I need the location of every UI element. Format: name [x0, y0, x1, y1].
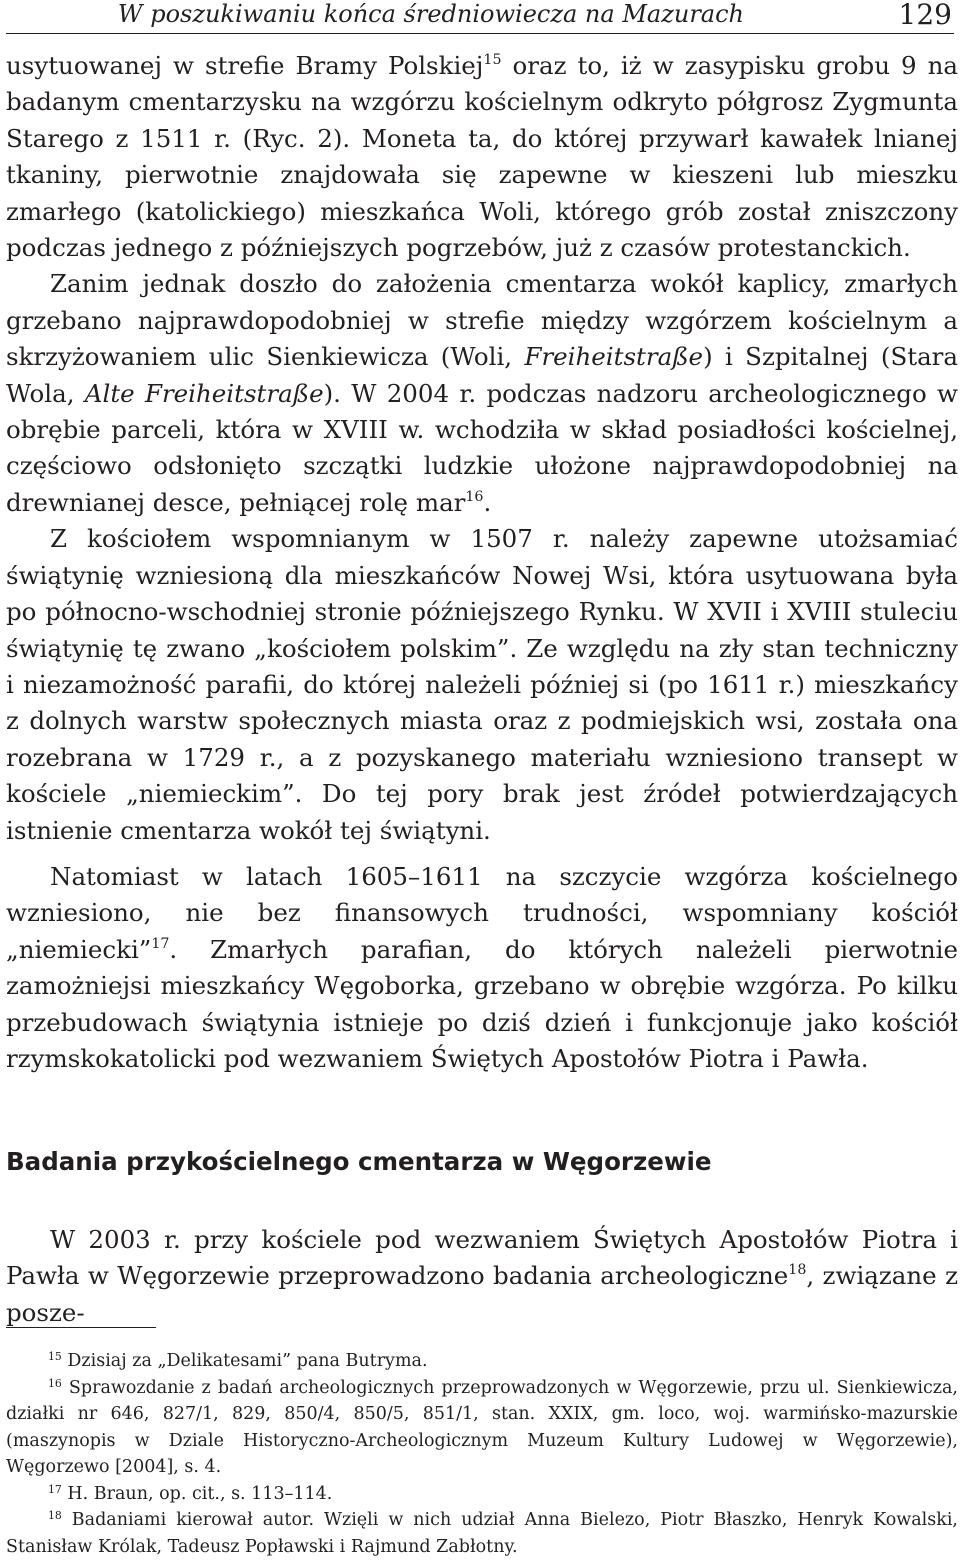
- paragraph: Natomiast w latach 1605–1611 na szczycie wzgórza kościelnego wzniesiono, nie bez finansowych trudności, wspomniany kościół „niemiecki”$^{17}$. Zmarłych parafian, do których należeli pierwotnie zamożniejsi mieszkańcy Węgoborka, grzebano w obrębie wzgórza. Po kilku przebudowach świątynia istnieje po dziś dzień i funkcjonuje jako kościół rzymskokatolicki pod wezwaniem Świętych Apostołów Piotra i Pawła.: [6, 861, 958, 1073]
- footnote: $^{16}$ Sprawozdanie z badań archeologicznych przeprowadzonych w Węgorzewie, przu ul. Sienkiewicza, działki nr 646, 827/1, 829, 850/4, 850/5, 851/1, stan. XXIX, gm. loco, woj. warmińsko-mazurskie (maszynopis w Dziale Historyczno-Archeologicznym Muzeum Kultury Ludowej w Węgorzewie), Węgorzewo [2004], s. 4.: [6, 1376, 958, 1477]
- section-heading: Badania przykościelnego cmentarza w Węgorzewie: [6, 1147, 712, 1176]
- paragraph: usytuowanej w strefie Bramy Polskiej$^{15}$ oraz to, iż w zasypisku grobu 9 na badanym cmentarzysku na wzgórzu kościelnym odkryto półgrosz Zygmunta Starego z 1511 r. (Ryc. 2). Moneta ta, do której przywarł kawałek lnianej tkaniny, pierwotnie znajdowała się zapewne w kieszeni lub mieszku zmarłego (katolickiego) mieszkańca Woli, którego grób został zniszczony podczas jednego z późniejszych pogrzebów, już z czasów protestanckich.: [6, 51, 959, 263]
- footnote: $^{18}$ Badaniami kierował autor. Wzięli w nich udział Anna Bielezo, Piotr Błaszko, Henryk Kowalski, Stanisław Królak, Tadeusz Popławski i Rajmund Zabłotny.: [6, 1509, 958, 1557]
- footnote-ref[interactable]: 17: [151, 935, 170, 952]
- footnotes: [6, 1348, 958, 1560]
- footnote: $^{17}$ H. Braun, op. cit., s. 113–114.: [48, 1482, 333, 1504]
- running-header: [6, 0, 954, 34]
- paragraph: W 2003 r. przy kościele pod wezwaniem Świętych Apostołów Piotra i Pawła w Węgorzewie przeprowadzono badania archeologiczne$^{18}$, związane z posze-: [6, 1225, 958, 1327]
- body-text: [6, 48, 958, 1077]
- footnote-ref[interactable]: 16: [465, 488, 484, 505]
- footnote-ref[interactable]: 18: [788, 1262, 807, 1279]
- footnote-ref[interactable]: 15: [483, 52, 502, 69]
- paragraph: Z kościołem wspomnianym w 1507 r. należy zapewne utożsamiać świątynię wzniesioną dla mieszkańców Nowej Wsi, która usytuowana była po północno-wschodniej stronie późniejszego Rynku. W XVII i XVIII stuleciu świątynię tę zwano „kościołem polskim”. Ze względu na zły stan techniczny i niezamożność parafii, do której należeli później si (po 1611 r.) mieszkańcy z dolnych warstw społecznych miasta oraz z podmiejskich wsi, została ona rozebrana w 1729 r., a z pozyskanego materiału wzniesiono transept w kościele „niemieckim”. Do tej pory brak jest źródeł potwierdzających istnienie cmentarza wokół tej świątyni.: [6, 524, 958, 845]
- running-title: W poszukiwaniu końca średniowiecza na Mazurach: [117, 0, 744, 28]
- paragraph: Zanim jednak doszło do założenia cmentarza wokół kaplicy, zmarłych grzebano najprawdopodobniej w strefie między wzgórzem kościelnym a skrzyżowaniem ulic Sienkiewicza (Woli, Freiheitstraße) i Szpitalnej (Stara Wola, Alte Freiheitstraße). W 2004 r. podczas nadzoru archeologicznego w obrębie parceli, która w XVIII w. wchodziła w skład posiadłości kościelnej, częściowo odsłonięto szczątki ludzkie ułożone najprawdopodobniej na drewnianej desce, pełniącej rolę mar$^{16}$.: [6, 269, 958, 517]
- footnote: $^{15}$ Dzisiaj za „Delikatesami” pana Butryma.: [48, 1350, 428, 1371]
- section-body: [6, 1222, 958, 1331]
- page-number: 129: [898, 0, 952, 31]
- footnote-separator: [6, 1327, 156, 1328]
